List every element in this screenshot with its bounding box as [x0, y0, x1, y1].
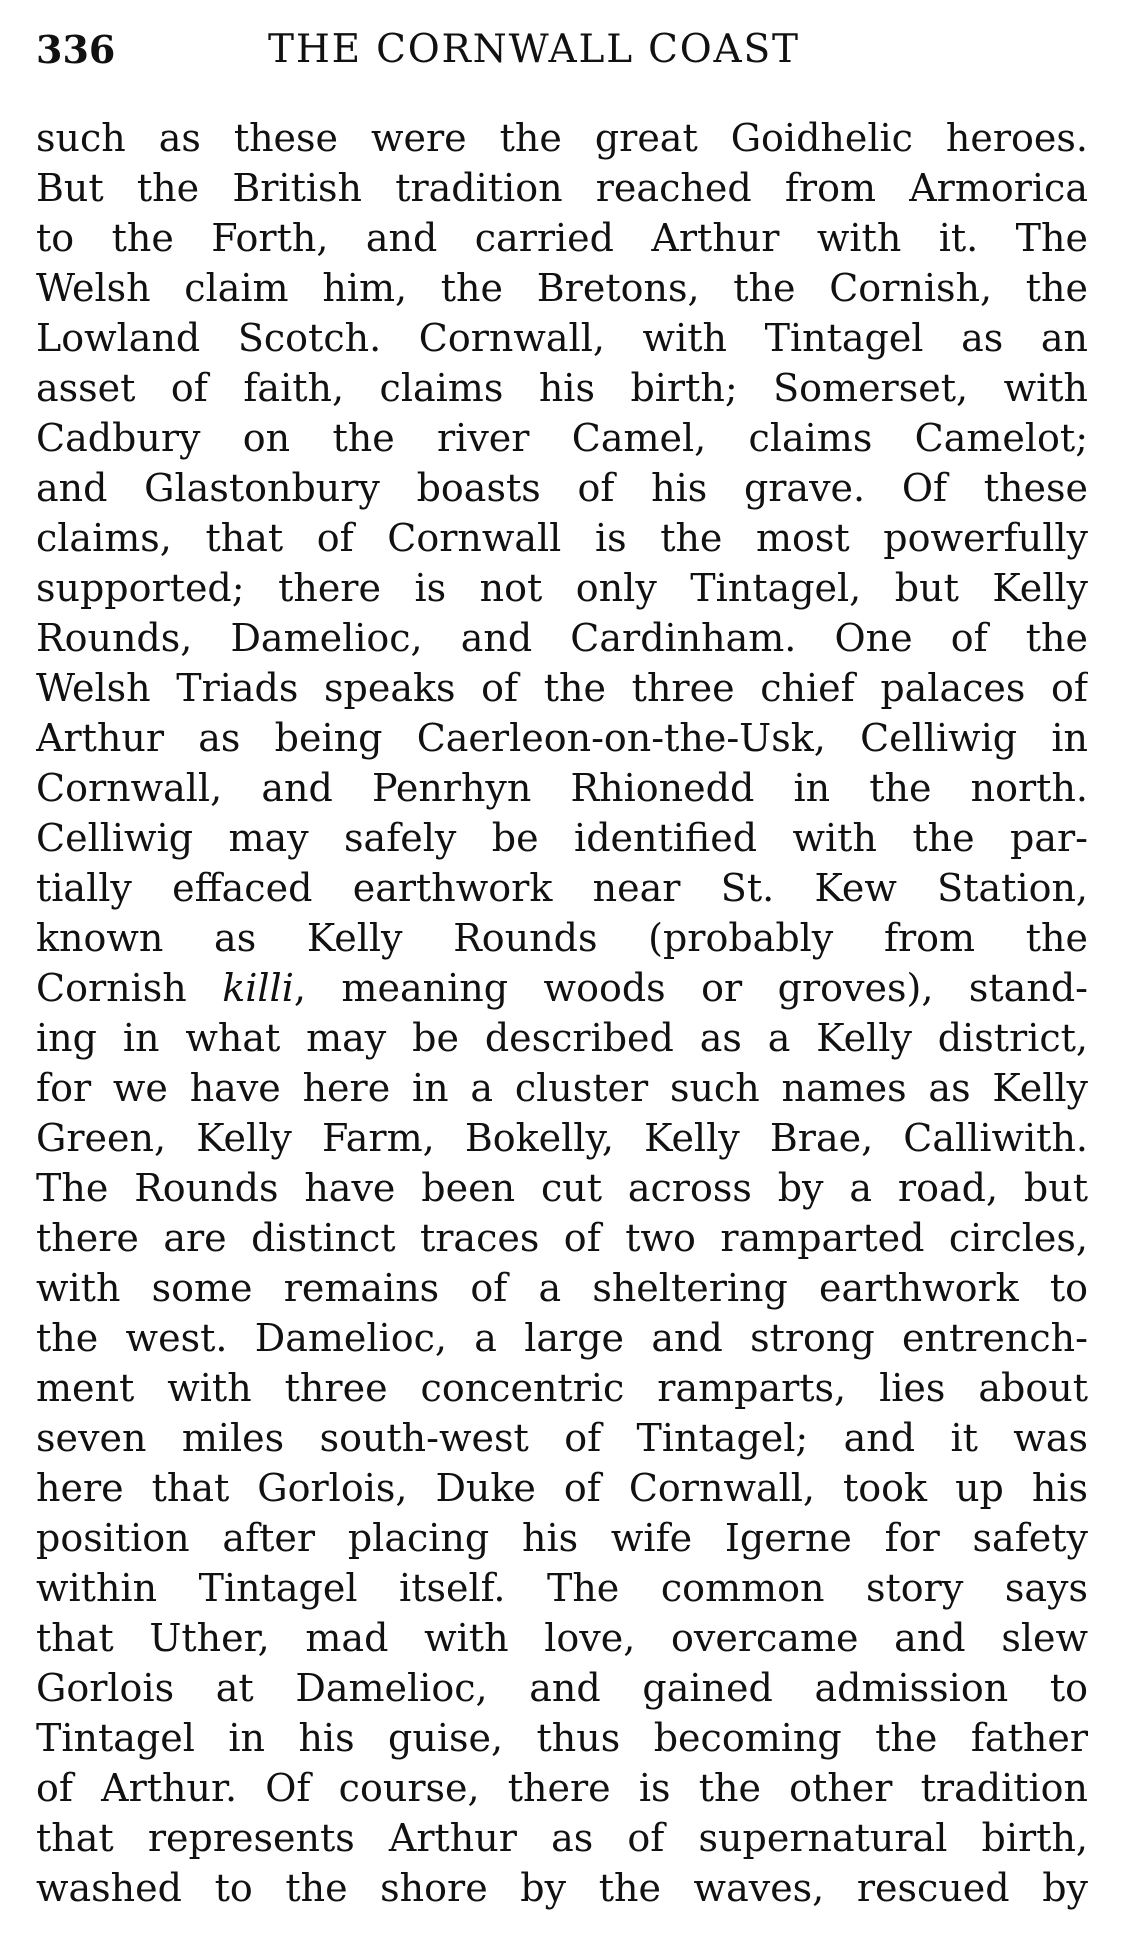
text-line: Cadbury on the river Camel, claims Camelot; [36, 416, 1088, 460]
text-line: position after placing his wife Igerne for safety [36, 1516, 1088, 1560]
text-line: supported; there is not only Tintagel, but Kelly [36, 566, 1088, 610]
text-line: Green, Kelly Farm, Bokelly, Kelly Brae, Calliwith. [36, 1116, 1088, 1160]
text-line: with some remains of a sheltering earthwork to [36, 1266, 1088, 1310]
text-line: ing in what may be described as a Kelly district, [36, 1016, 1088, 1060]
text-line: Gorlois at Damelioc, and gained admission to [36, 1666, 1088, 1710]
text-line: Arthur as being Caerleon-on-the-Usk, Celliwig in [36, 716, 1088, 760]
text-line: such as these were the great Goidhelic heroes. [36, 116, 1088, 160]
text-line: for we have here in a cluster such names as Kelly [36, 1066, 1088, 1110]
text-line: that represents Arthur as of supernatural birth, [36, 1816, 1088, 1860]
text-line: Rounds, Damelioc, and Cardinham. One of the [36, 616, 1088, 660]
text-segment: , meaning woods or groves), stand- [293, 966, 1088, 1010]
text-line: Lowland Scotch. Cornwall, with Tintagel as an [36, 316, 1088, 360]
text-line: seven miles south-west of Tintagel; and it was [36, 1416, 1088, 1460]
text-line: within Tintagel itself. The common story says [36, 1566, 1088, 1610]
italic-term: killi [222, 966, 294, 1010]
text-line: here that Gorlois, Duke of Cornwall, took up his [36, 1466, 1088, 1510]
text-line: The Rounds have been cut across by a road, but [36, 1166, 1088, 1210]
text-line: Cornwall, and Penrhyn Rhionedd in the north. [36, 766, 1088, 810]
text-line: Celliwig may safely be identified with the par- [36, 816, 1088, 860]
text-line: ment with three concentric ramparts, lies about [36, 1366, 1088, 1410]
text-line: claims, that of Cornwall is the most powerfully [36, 516, 1088, 560]
text-line: the west. Damelioc, a large and strong entrench- [36, 1316, 1088, 1360]
body-text [36, 113, 1088, 1913]
text-line: tially effaced earthwork near St. Kew Station, [36, 866, 1088, 910]
text-line: to the Forth, and carried Arthur with it. The [36, 216, 1088, 260]
text-line: and Glastonbury boasts of his grave. Of these [36, 466, 1088, 510]
text-line: asset of faith, claims his birth; Somerset, with [36, 366, 1088, 410]
text-line: that Uther, mad with love, overcame and slew [36, 1616, 1088, 1660]
page-number: 336 [36, 27, 116, 72]
text-line: Welsh Triads speaks of the three chief palaces of [36, 666, 1088, 710]
text-line: there are distinct traces of two ramparted circles, [36, 1216, 1088, 1260]
text-line: Tintagel in his guise, thus becoming the father [36, 1716, 1088, 1760]
text-line [36, 963, 1088, 1013]
text-line: Welsh claim him, the Bretons, the Cornish, the [36, 266, 1088, 310]
running-title: THE CORNWALL COAST [268, 27, 800, 72]
running-head [36, 20, 1096, 80]
text-line: But the British tradition reached from Armorica [36, 166, 1088, 210]
text-line: of Arthur. Of course, there is the other tradition [36, 1766, 1088, 1810]
text-line: washed to the shore by the waves, rescued by [36, 1866, 1088, 1910]
text-line: known as Kelly Rounds (probably from the [36, 916, 1088, 960]
text-segment: Cornish [36, 966, 223, 1010]
